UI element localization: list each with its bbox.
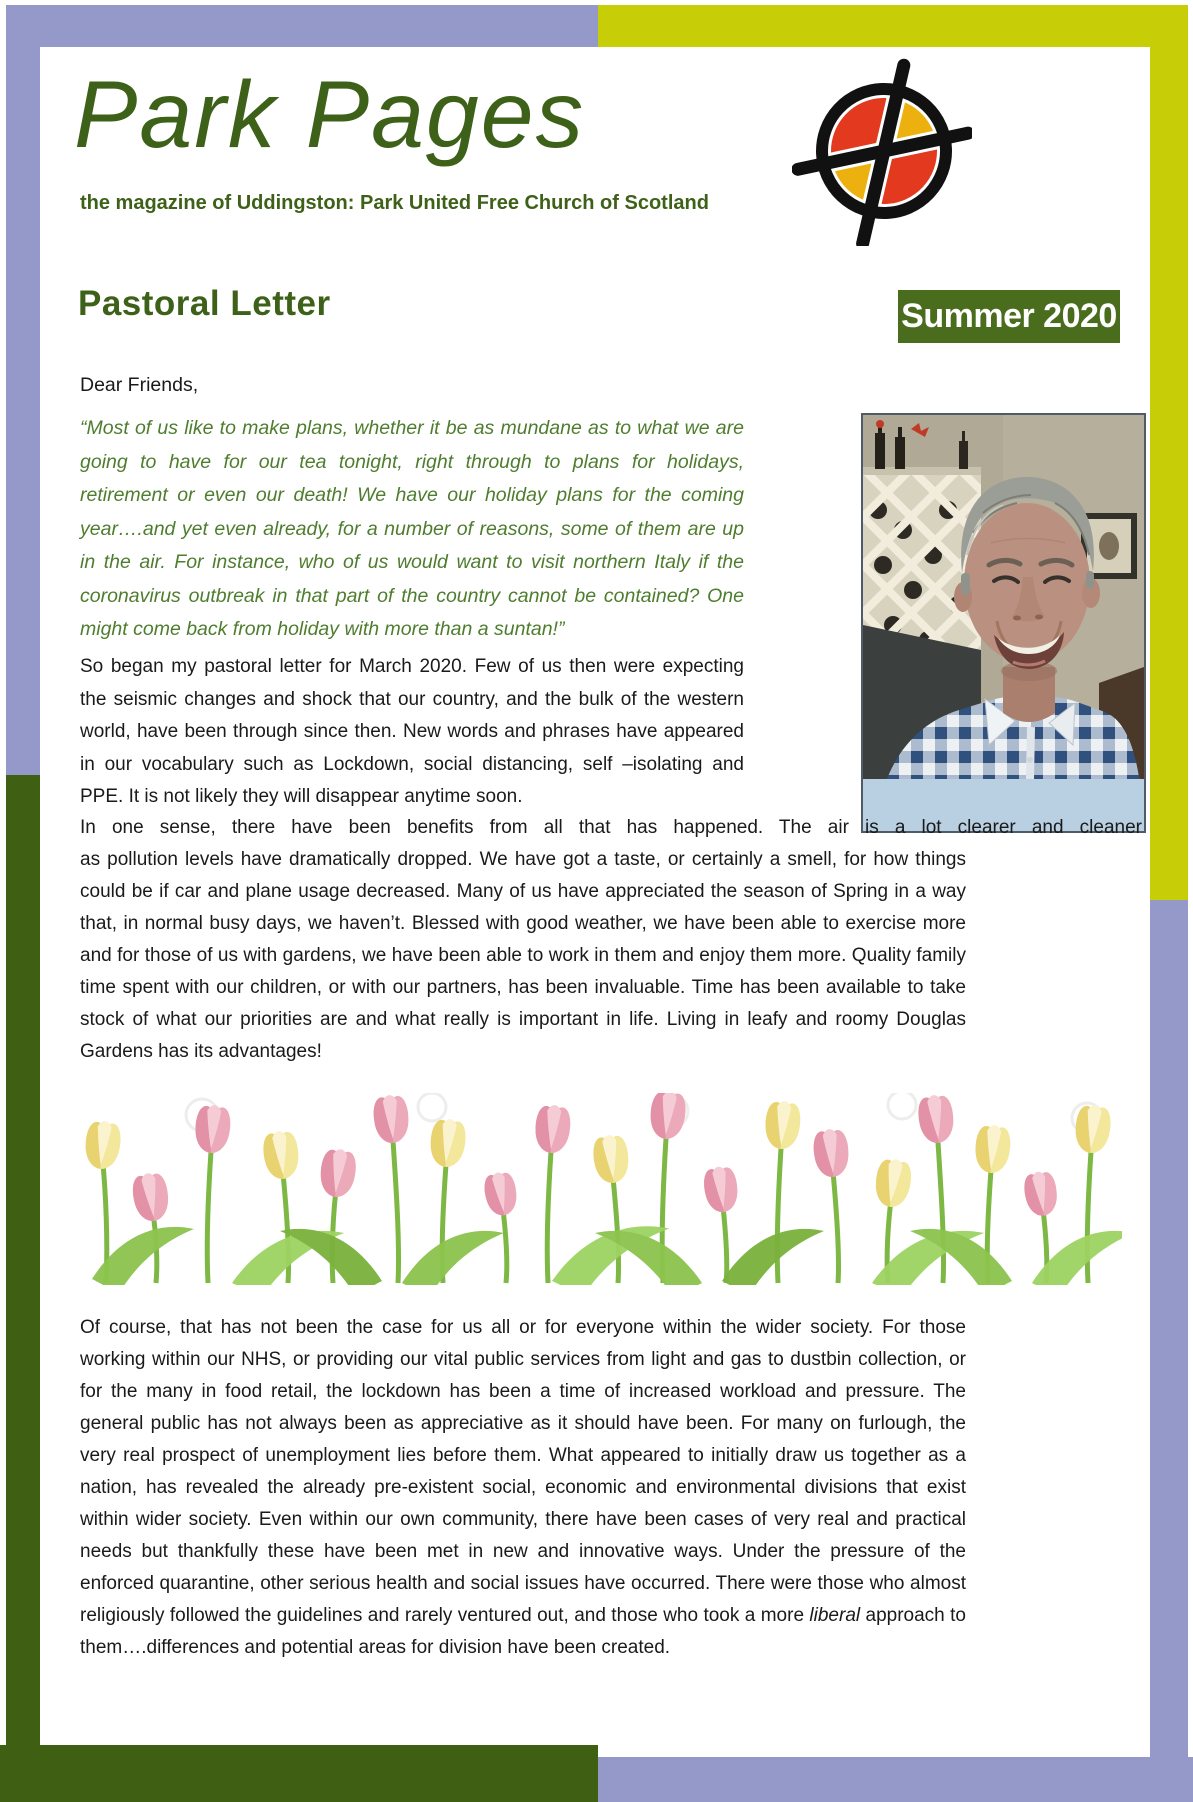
paragraph-society-italic-word: liberal — [809, 1605, 861, 1626]
minister-photo — [861, 413, 1146, 833]
left-column-lavender — [6, 5, 40, 775]
paragraph-society-text: Of course, that has not been the case for us all or for everyone within the wider society. For those working within our NHS, or providing our vital public services from light and gas to dustbin collection, or for the many in food retail, the lockdown has been a time of increased workload and pressure. The general public has not always been as appreciative as it should have been. For many on furlough, the very real prospect of unemployment lies before them. What appeared to initially draw us together as a nation, has revealed the already pre-existent social, economic and environmental divisions that exist within wider society. Even within our own community, there have been cases of very real and practical needs but thankfully these have been met in new and innovative ways. Under the pressure of the enforced quarantine, other serious health and social issues have occurred. There were those who almost religiously followed the guidelines and rarely ventured out, and those who took a more — [80, 1317, 966, 1626]
paragraph-society-closing: approach to them….differences and potential areas for division have been created. — [80, 1605, 966, 1658]
church-circle-cross-logo-icon — [792, 56, 972, 246]
bottom-band-green — [0, 1745, 598, 1802]
paragraph-benefits-line1: In one sense, there have been benefits from all that has happened. The air is a lot clearer and cleaner — [80, 817, 1142, 838]
issue-badge: Summer 2020 — [898, 290, 1120, 343]
left-column-green — [6, 775, 40, 1745]
top-band-olive — [598, 5, 1188, 47]
right-column-olive — [1150, 5, 1188, 900]
article-heading: Pastoral Letter — [78, 284, 331, 323]
page-title: Park Pages — [74, 62, 586, 168]
paragraph-benefits: as pollution levels have dramatically dropped. We have got a taste, or certainly a smell, for how things could be if car and plane usage decreased. Many of us have appreciated the season of Spring in a way that, in normal busy days, we haven’t. Blessed with good weather, we have been able to exercise more and for those of us with gardens, we have been able to work in them and enjoy them more. Quality family time spent with our children, or with our partners, has been invaluable. Time has been available to take stock of what our priorities are and what really is important in life. Living in leafy and roomy Douglas Gardens has its advantages! — [80, 849, 966, 1062]
tulip-border-illustration — [82, 1093, 1122, 1285]
paragraph-society — [80, 1312, 966, 1664]
quote-paragraph: “Most of us like to make plans, whether it be as mundane as to what we are going to have for our tea tonight, right through to plans for holidays, retirement or even our death! We have our holiday plans for the coming year….and yet even already, for a number of reasons, some of them are up in the air. For instance, who of us would want to visit northern Italy if the coronavirus outbreak in that part of the country cannot be contained? One might come back from holiday with more than a suntan!” — [80, 417, 744, 640]
top-band-lavender — [6, 5, 598, 47]
paragraph-march-letter: So began my pastoral letter for March 2020. Few of us then were expecting the seismic changes and shock that our country, and the bulk of the western world, have been through since then. New words and phrases have appeared in our vocabulary such as Lockdown, social distancing, self –isolating and PPE. It is not likely they will disappear anytime soon. — [80, 656, 744, 807]
bottom-band-lavender — [598, 1757, 1193, 1802]
salutation: Dear Friends, — [80, 374, 199, 396]
page-subtitle: the magazine of Uddingston: Park United Free Church of Scotland — [80, 192, 709, 214]
right-column-lavender — [1150, 900, 1188, 1757]
